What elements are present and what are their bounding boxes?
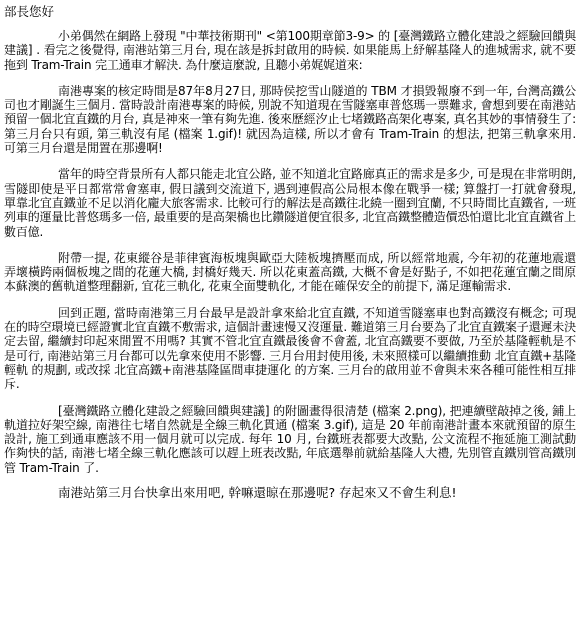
paragraph-main-argument: 回到正題, 當時南港第三月台最早是設計拿來給北宜直鐵, 不知道雪隧塞車也對高鐵沒有概念; 可現在的時空環境已經證實北宜直鐵不敷需求, 這個計畫速慢又沒運量. 難道第三月台要為了北宜直鐵案子還遲未決定去留, 繼續封印起來閒置不用嗎? 其實不管北宜直鐵最後會不會蓋, 北宜高鐵要不要做, 乃至於基隆輕軌是不是可行, 南港站第三月台都可以先拿來使用不影響. 三月台用封使用後, 未來照樣可以繼續推動 北宜直鐵+基隆輕軌 的規劃, 或改採 北宜高鐵+南港基隆區間車捷運化 的方案. 三月台的啟用並不會與未來各種可能性相互排斥. — [4, 305, 576, 392]
paragraph-hualien-earthquake: 附帶一提, 花東縱谷是菲律賓海板塊與歐亞大陸板塊擠壓而成, 所以經常地震, 今年初的花蓮地震還弄壞橫跨兩個板塊之間的花蓮大橋, 封橋好幾天. 所以花東蓋高鐵, 大概不會是好點子, 不如把花蓮宜蘭之間原本蘇澳的舊軌道整理翻新, 宜花三軌化, 花東全面雙軌化, 才能在確保安全的前提下, 滿足運輸需求. — [4, 250, 576, 294]
letter-closing: 南港站第三月台快拿出來用吧, 幹嘛還晾在那邊呢? 存起來又不會生利息! — [58, 485, 457, 501]
paragraph-intro: 小弟偶然在網路上發現 "中華技術期刊" <第100期章節3-9> 的 [臺灣鐵路立體化建設之經驗回饋與建議] . 看完之後覺得, 南港站第三月台, 現在該是拆封啟用的時候. 如果能馬上紓解基隆人的進城需求, 就不要拖到 Tram-Train 完工通車才解決. 為什麼這麼說, 且聽小弟娓娓道來: — [4, 29, 576, 72]
paragraph-hsr-proposal: 當年的時空背景所有人都只能走北宜公路, 並不知道北宜路廊真正的需求是多少, 可是現在非常明朗, 雪隧即使是平日都常常會塞車, 假日議到交流道下, 遇到連假高公局根本像在戰爭一樣; 算盤打一打就會發現, 單靠北宜直鐵並不足以消化龐大旅客需求. 比較可行的解法是高鐵往北繞一圈到宜蘭, 不只時間比直鐵省, 一班列車的運量比普悠瑪多一倍, 最重要的是高架橋也比鑽隧道便宜很多, 北宜高鐵整體造價恐怕還比北宜直鐵省上數百億. — [4, 167, 576, 239]
paragraph-nangang-project-history: 南港專案的核定時間是87年8月27日, 那時侯挖雪山隧道的 TBM 才損毀報廢不到一年, 台灣高鐵公司也才剛誕生三個月. 當時設計南港專案的時候, 別說不知道現在雪隧塞車普悠瑪一票難求, 會想到要在南港站預留一個北宜直鐵的月台, 真是神來一筆有夠先進. 後來歷經汐止七堵鐵路高架化專案, 真名其妙的事情發生了: 第三月台只有頭, 第三軌沒有尾 (檔案 1.gif)! 就因為這樣, 所以才會有 Tram-Train 的想法, 把第三軌拿來用. 可第三月台還是閒置在那邊啊! — [4, 83, 576, 156]
paragraph-construction-plan: [臺灣鐵路立體化建設之經驗回饋與建議] 的附圖畫得很清楚 (檔案 2.png), 把連續壁敲掉之後, 鋪上軌道拉好架空線, 南港往七堵自然就是全線三軌化貫通 (檔案 3.gif), 這是 20 年前南港計畫本來就預留的原生設計, 施工到通車應該不用一個月就可以完成. 每年 10 月, 台鐵班表都要大改點, 公文流程不拖延施工測試動作夠快的話, 南港七堵全線三軌化應該可以趕上班表改點, 年底選舉前就給基隆人大禮, 先別管直鐵別管高鐵別管 Tram-Train 了. — [4, 403, 576, 475]
letter-document — [4, 4, 576, 500]
letter-greeting: 部長您好 — [4, 4, 55, 19]
